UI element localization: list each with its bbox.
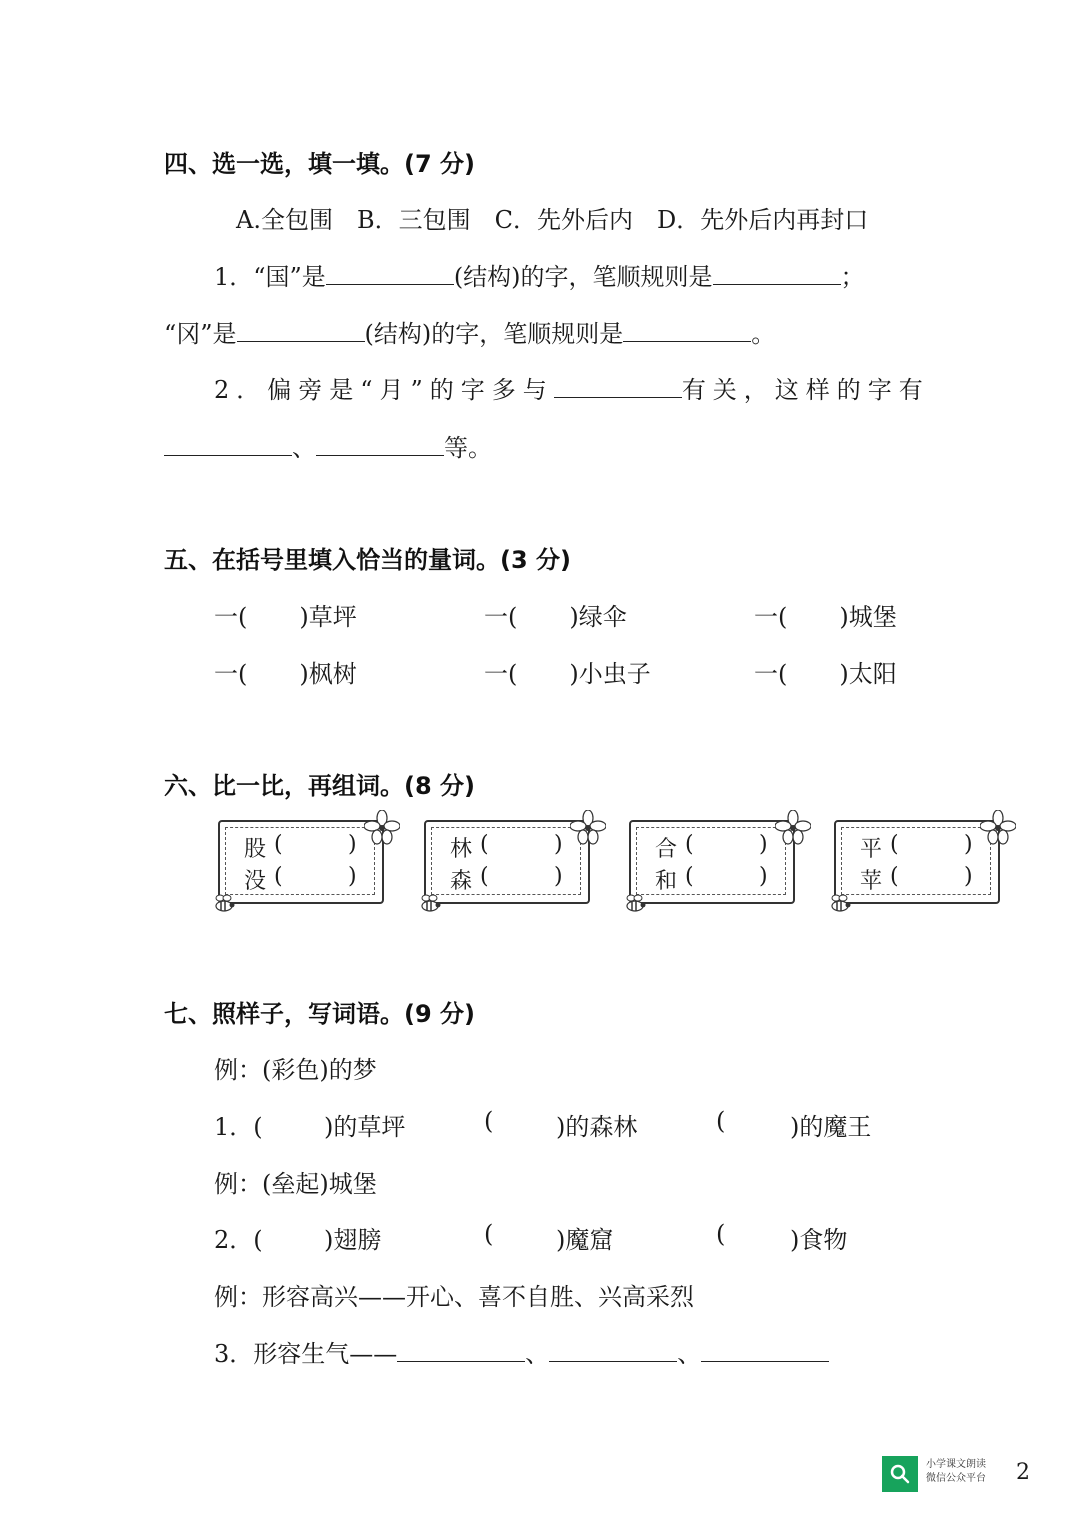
section7-q3 <box>214 1334 829 1369</box>
paren-close: ) <box>759 864 768 889</box>
paren-close: ) <box>348 832 357 857</box>
box-char: 苹 <box>860 869 883 894</box>
box-char: 森 <box>450 869 473 894</box>
paren-open: ( <box>890 832 899 857</box>
item-prefix: 一( <box>484 603 518 631</box>
paren-close: ) <box>554 864 563 889</box>
measure-word-item <box>754 654 897 689</box>
section6-title: 六、比一比，再组词。(8 分) <box>164 772 475 800</box>
box-char: 没 <box>244 869 267 894</box>
bee-icon <box>826 890 854 918</box>
q1-text-d: “冈”是 <box>164 320 237 348</box>
blank[interactable] <box>554 371 682 398</box>
box-char: 和 <box>655 869 678 894</box>
section7-example1: 例：(彩色)的梦 <box>214 1056 377 1084</box>
item-prefix: 一( <box>214 603 248 631</box>
blank[interactable] <box>237 315 365 342</box>
section4-q2-line2 <box>164 428 492 463</box>
paren-close: ) <box>964 864 973 889</box>
section4-q1-line2 <box>164 314 775 349</box>
paren-open: ( <box>716 1107 726 1135</box>
paren-open: ( <box>480 832 489 857</box>
logo-line2: 微信公众平台 <box>926 1473 986 1484</box>
q2-text-d: 等。 <box>444 434 492 462</box>
compare-box <box>629 820 797 906</box>
row-phrase: )的魔王 <box>790 1113 872 1141</box>
q2-text-a: 2．偏旁是“月”的字多与 <box>214 376 554 404</box>
flower-icon <box>570 810 606 846</box>
row-phrase: )的草坪 <box>324 1113 406 1141</box>
row-phrase: )魔窟 <box>556 1226 614 1254</box>
item-noun: )枫树 <box>299 660 357 688</box>
paren-open: 1．( <box>214 1113 263 1141</box>
page-number: 2 <box>1016 1460 1030 1485</box>
section4-q2-line1 <box>214 370 930 405</box>
bee-icon <box>621 890 649 918</box>
box-char: 合 <box>655 837 678 862</box>
flower-icon <box>980 810 1016 846</box>
row-phrase: )翅膀 <box>324 1226 382 1254</box>
paren-open: ( <box>685 832 694 857</box>
item-noun: )小虫子 <box>569 660 651 688</box>
blank[interactable] <box>701 1335 829 1362</box>
item-prefix: 一( <box>754 603 788 631</box>
logo-text <box>926 1458 986 1486</box>
row-phrase: )的森林 <box>556 1113 638 1141</box>
paren-open: ( <box>484 1107 494 1135</box>
paren-open: 2．( <box>214 1226 263 1254</box>
box-char: 林 <box>450 837 473 862</box>
separator: 、 <box>677 1340 702 1368</box>
compare-box <box>834 820 1002 906</box>
paren-open: ( <box>484 1220 494 1248</box>
section4-title: 四、选一选，填一填。(7 分) <box>164 150 475 178</box>
wechat-logo <box>882 1456 1010 1492</box>
search-icon <box>882 1456 918 1492</box>
section7-example2: 例：(垒起)城堡 <box>214 1170 377 1198</box>
q3-text: 3．形容生气—— <box>214 1340 398 1368</box>
item-noun: )太阳 <box>839 660 897 688</box>
section4-options: A.全包围 B．三包围 C．先外后内 D．先外后内再封口 <box>236 206 869 234</box>
paren-close: ) <box>964 832 973 857</box>
paren-open: ( <box>274 832 283 857</box>
q2-text-c: 、 <box>292 434 316 462</box>
measure-word-item <box>754 597 897 632</box>
paren-open: ( <box>716 1220 726 1248</box>
flower-icon <box>364 810 400 846</box>
logo-line1: 小学课文朗读 <box>926 1459 986 1470</box>
paren-open: ( <box>890 864 899 889</box>
bee-icon <box>210 890 238 918</box>
paren-open: ( <box>274 864 283 889</box>
paren-close: ) <box>554 832 563 857</box>
blank[interactable] <box>623 315 751 342</box>
measure-word-item <box>484 654 651 689</box>
compare-box <box>218 820 386 906</box>
compare-box <box>424 820 592 906</box>
bee-icon <box>416 890 444 918</box>
flower-icon <box>775 810 811 846</box>
paren-open: ( <box>480 864 489 889</box>
q1-text-c: ； <box>840 263 865 291</box>
row-phrase: )食物 <box>790 1226 848 1254</box>
q1-text-e: (结构)的字，笔顺规则是 <box>364 320 624 348</box>
q1-text-a: 1．“国”是 <box>214 263 326 291</box>
section4-q1-line1 <box>214 257 865 292</box>
item-noun: )绿伞 <box>569 603 627 631</box>
blank[interactable] <box>397 1335 525 1362</box>
item-prefix: 一( <box>754 660 788 688</box>
section7-example3: 例：形容高兴——开心、喜不自胜、兴高采烈 <box>214 1283 694 1311</box>
box-char: 股 <box>244 837 267 862</box>
item-noun: )草坪 <box>299 603 357 631</box>
measure-word-item <box>484 597 627 632</box>
item-prefix: 一( <box>484 660 518 688</box>
section7-title: 七、照样子，写词语。(9 分) <box>164 1000 475 1028</box>
blank[interactable] <box>326 258 454 285</box>
item-noun: )城堡 <box>839 603 897 631</box>
blank[interactable] <box>549 1335 677 1362</box>
separator: 、 <box>525 1340 550 1368</box>
measure-word-item <box>214 654 357 689</box>
section5-title: 五、在括号里填入恰当的量词。(3 分) <box>164 546 571 574</box>
q2-text-b: 有关，这样的字有 <box>681 376 930 404</box>
blank[interactable] <box>164 429 292 456</box>
blank[interactable] <box>316 429 444 456</box>
q1-text-f: 。 <box>751 320 776 348</box>
paren-open: ( <box>685 864 694 889</box>
measure-word-item <box>214 597 357 632</box>
blank[interactable] <box>713 258 841 285</box>
q1-text-b: (结构)的字，笔顺规则是 <box>453 263 713 291</box>
item-prefix: 一( <box>214 660 248 688</box>
paren-close: ) <box>348 864 357 889</box>
box-char: 平 <box>860 837 883 862</box>
paren-close: ) <box>759 832 768 857</box>
